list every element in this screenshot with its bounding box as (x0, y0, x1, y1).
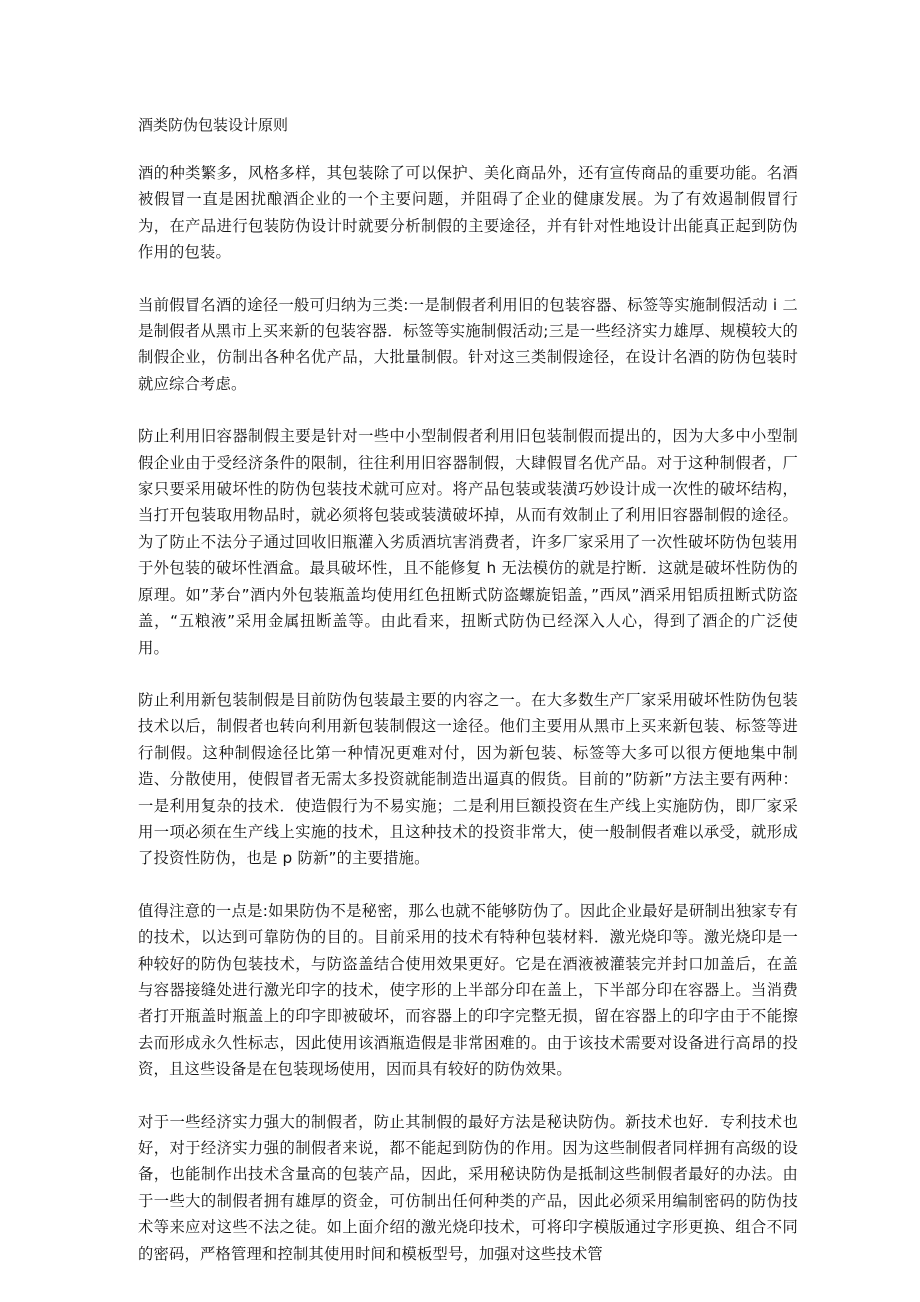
paragraph-secrecy-laser: 值得注意的一点是:如果防伪不是秘密，那么也就不能够防伪了。因此企业最好是研制出独家专有的技术，以达到可靠防伪的目的。目前采用的技术有特种包装材料．激光烧印等。激光烧印是一种较好的防伪包装技术，与防盗盖结合使用效果更好。它是在酒液被灌装完并封口加盖后，在盖与容器接缝处进行激光印字的技术，使字形的上半部分印在盖上，下半部分印在容器上。当消费者打开瓶盖时瓶盖上的印字即被破坏，而容器上的印字完整无损，留在容器上的印字由于不能擦去而形成永久性标志，因此使用该酒瓶造假是非常困难的。由于该技术需要对设备进行高昂的投资，且这些设备是在包装现场使用，因而具有较好的防伪效果。 (138, 901, 798, 1079)
paragraph-secret-method: 对于一些经济实力强大的制假者，防止其制假的最好方法是秘诀防伪。新技术也好．专利技术也好，对于经济实力强的制假者来说，都不能起到防伪的作用。因为这些制假者同样拥有高级的设备，也能制作出技术含量高的包装产品，因此，采用秘诀防伪是抵制这些制假者最好的办法。由于一些大的制假者拥有雄厚的资金，可仿制出任何种类的产品，因此必须采用编制密码的防伪技术等来应对这些不法之徒。如上面介绍的激光烧印技术，可将印字模版通过字形更换、组合不同的密码，严格管理和控制其使用时间和模板型号，加强对这些技术管 (138, 1112, 798, 1263)
document-page (138, 112, 798, 1293)
paragraph-old-container: 防止利用旧容器制假主要是针对一些中小型制假者利用旧包装制假而提出的，因为大多中小型制假企业由于受经济条件的限制，往往利用旧容器制假，大肆假冒名优产品。对于这种制假者，厂家只要采用破坏性的防伪包装技术就可应对。将产品包装或装潢巧妙设计成一次性的破坏结构，当打开包装取用物品时，就必须将包装或装潢破坏掉，从而有效制止了利用旧容器制假的途径。为了防止不法分子通过回收旧瓶灌入劣质酒坑害消费者，许多厂家采用了一次性破坏防伪包装用于外包装的破坏性酒盒。最具破坏性，且不能修复 h 无法模仿的就是拧断．这就是破坏性防伪的原理。如”茅台”酒内外包装瓶盖均使用红色扭断式防盗螺旋铝盖，”西凤”酒采用铝质扭断式防盗盖，“五粮液”采用金属扭断盖等。由此看来，扭断式防伪已经深入人心，得到了酒企的广泛使用。 (138, 427, 798, 657)
document-title: 酒类防伪包装设计原则 (138, 116, 289, 134)
paragraph-intro: 酒的种类繁多，风格多样，其包装除了可以保护、美化商品外，还有宣传商品的重要功能。名酒被假冒一直是困扰酿酒企业的一个主要问题，并阻碍了企业的健康发展。为了有效遏制假冒行为，在产品进行包装防伪设计时就要分析制假的主要途径，并有针对性地设计出能真正起到防伪作用的包装。 (138, 164, 798, 262)
paragraph-counterfeit-routes: 当前假冒名酒的途径一般可归纳为三类:一是制假者利用旧的包装容器、标签等实施制假活动 i 二是制假者从黑市上买来新的包装容器．标签等实施制假活动;三是一些经济实力雄厚、规模较大的制假企业，仿制出各种名优产品，大批量制假。针对这三类制假途径，在设计名酒的防伪包装时就应综合考虑。 (138, 295, 798, 393)
paragraph-new-packaging: 防止利用新包装制假是目前防伪包装最主要的内容之一。在大多数生产厂家采用破坏性防伪包装技术以后，制假者也转向利用新包装制假这一途径。他们主要用从黑市上买来新包装、标签等进行制假。这种制假途径比第一种情况更难对付，因为新包装、标签等大多可以很方便地集中制造、分散使用，使假冒者无需太多投资就能制造出逼真的假货。目前的”防新”方法主要有两种：一是利用复杂的技术．使造假行为不易实施；二是利用巨额投资在生产线上实施防伪，即厂家采用一项必须在生产线上实施的技术，且这种技术的投资非常大，使一般制假者难以承受，就形成了投资性防伪，也是 p 防新”的主要措施。 (138, 690, 798, 868)
